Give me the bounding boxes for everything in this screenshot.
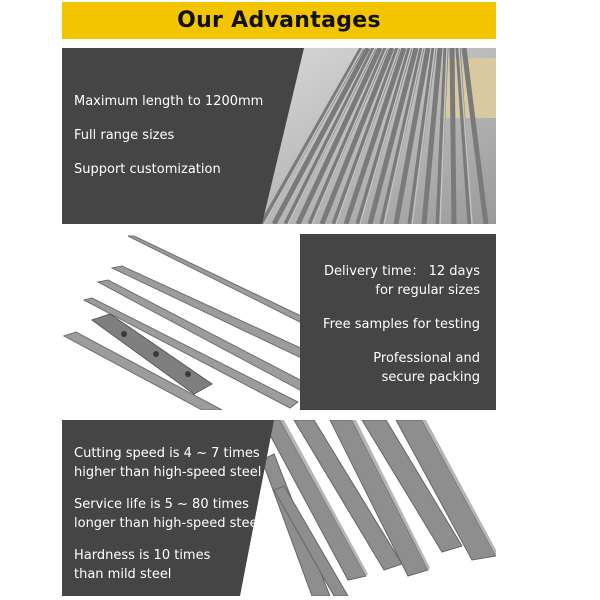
advantage-panel-3 (62, 420, 496, 596)
feature-full-range: Full range sizes (74, 128, 175, 143)
feature-packing: Professional and (373, 351, 480, 366)
advantage-panel-1 (62, 48, 496, 224)
feature-service-life: Service life is 5 ~ 80 times (74, 497, 249, 512)
panel1-text (74, 92, 263, 179)
feature-packing-cont: secure packing (381, 370, 480, 385)
panel3-text (74, 444, 261, 584)
advantage-panel-2 (62, 234, 496, 410)
feature-max-length: Maximum length to 1200mm (74, 94, 264, 109)
page-title: Our Advantages (177, 8, 381, 33)
panel2-text (300, 262, 480, 387)
feature-hardness: Hardness is 10 times (74, 548, 211, 563)
feature-cutting-speed-cont: higher than high-speed steel (74, 465, 262, 480)
feature-delivery-time: Delivery time： 12 days (324, 264, 480, 279)
feature-delivery-time-cont: for regular sizes (375, 283, 480, 298)
feature-customization: Support customization (74, 162, 221, 177)
header-banner (62, 2, 496, 39)
feature-service-life-cont: longer than high-speed steel (74, 516, 262, 531)
feature-cutting-speed: Cutting speed is 4 ~ 7 times (74, 446, 260, 461)
feature-free-samples: Free samples for testing (323, 317, 480, 332)
feature-hardness-cont: than mild steel (74, 567, 172, 582)
